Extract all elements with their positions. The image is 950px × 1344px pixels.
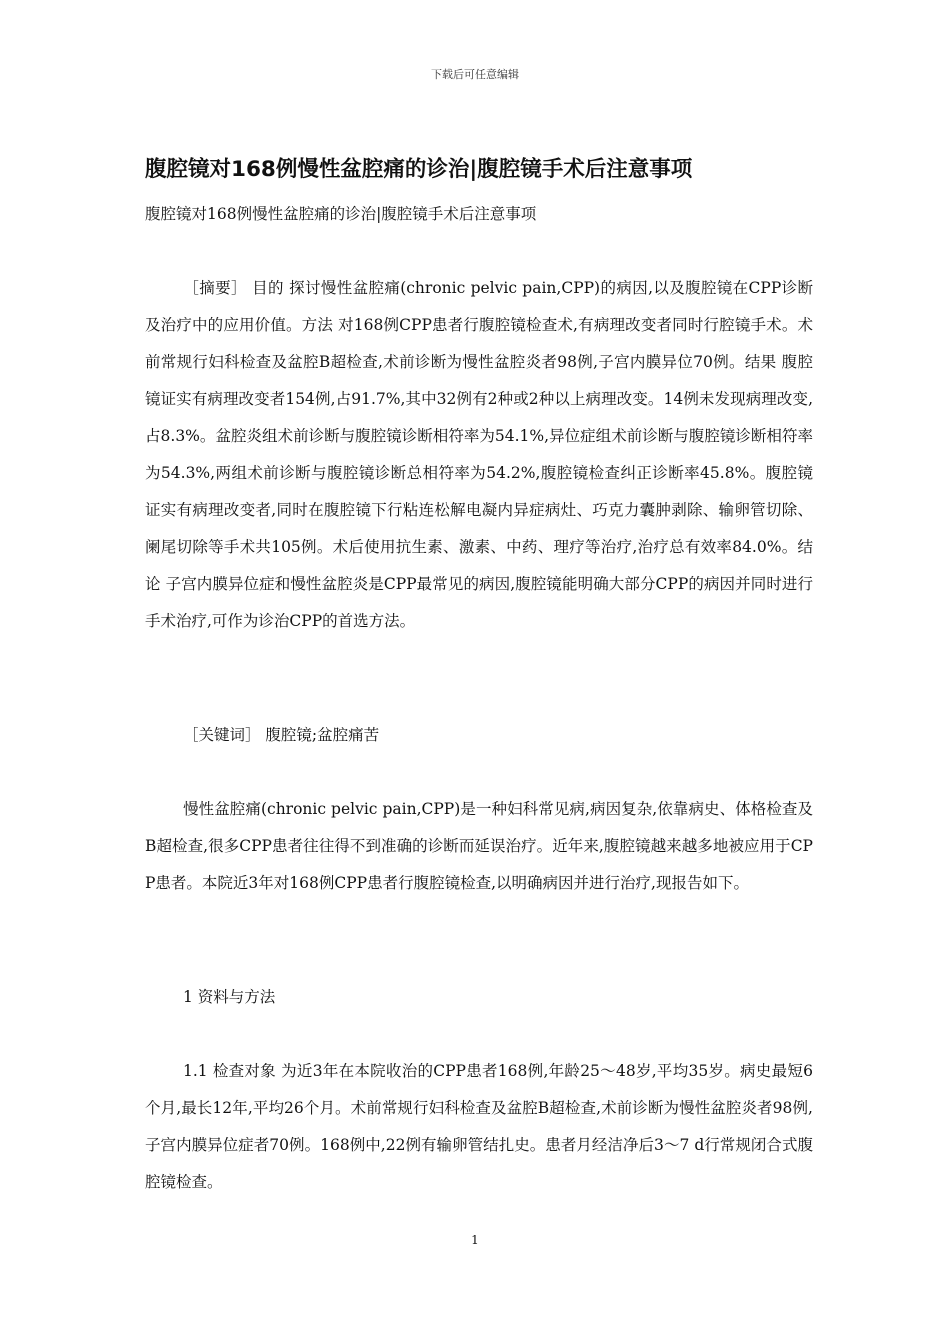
section-heading <box>145 979 813 1016</box>
document-title: 腹腔镜对168例慢性盆腔痛的诊治|腹腔镜手术后注意事项 <box>145 157 693 182</box>
keywords-paragraph <box>145 717 813 754</box>
section-heading-text: 1 资料与方法 <box>183 988 276 1006</box>
intro-text: 慢性盆腔痛(chronic pelvic pain,CPP)是一种妇科常见病,病因复杂,依靠病史、体格检查及B超检查,很多CPP患者往往得不到准确的诊断而延误治疗。近年来,腹腔镜越来越多地被应用于CPP患者。本院近3年对168例CPP患者行腹腔镜检查,以明确病因并进行治疗,现报告如下。 <box>145 800 813 892</box>
keywords-text: ［关键词］ 腹腔镜;盆腔痛苦 <box>183 726 380 744</box>
page-number: 1 <box>471 1233 479 1247</box>
section-paragraph-text: 1.1 检查对象 为近3年在本院收治的CPP患者168例,年龄25～48岁,平均35岁。病史最短6个月,最长12年,平均26个月。术前常规行妇科检查及盆腔B超检查,术前诊断为慢性盆腔炎者98例,子宫内膜异位症者70例。168例中,22例有输卵管结扎史。患者月经洁净后3～7 d行常规闭合式腹腔镜检查。 <box>145 1062 813 1191</box>
abstract-text: ［摘要］ 目的 探讨慢性盆腔痛(chronic pelvic pain,CPP)的病因,以及腹腔镜在CPP诊断及治疗中的应用价值。方法 对168例CPP患者行腹腔镜检查术,有病理改变者同时行腔镜手术。术前常规行妇科检查及盆腔B超检查,术前诊断为慢性盆腔炎者98例,子宫内膜异位70例。结果 腹腔镜证实有病理改变者154例,占91.7%,其中32例有2种或2种以上病理改变。14例未发现病理改变,占8.3%。盆腔炎组术前诊断与腹腔镜诊断相符率为54.1%,异位症组术前诊断与腹腔镜诊断相符率为54.3%,两组术前诊断与腹腔镜诊断总相符率为54.2%,腹腔镜检查纠正诊断率45.8%。腹腔镜证实有病理改变者,同时在腹腔镜下行粘连松解电凝内异症病灶、巧克力囊肿剥除、输卵管切除、阑尾切除等手术共105例。术后使用抗生素、激素、中药、理疗等治疗,治疗总有效率84.0%。结论 子宫内膜异位症和慢性盆腔炎是CPP最常见的病因,腹腔镜能明确大部分CPP的病因并同时进行手术治疗,可作为诊治CPP的首选方法。 <box>145 279 813 630</box>
section-paragraph <box>145 1053 813 1201</box>
document-subtitle: 腹腔镜对168例慢性盆腔痛的诊治|腹腔镜手术后注意事项 <box>145 205 537 223</box>
header-note: 下载后可任意编辑 <box>431 68 519 81</box>
abstract-paragraph <box>145 270 813 640</box>
intro-paragraph <box>145 791 813 902</box>
